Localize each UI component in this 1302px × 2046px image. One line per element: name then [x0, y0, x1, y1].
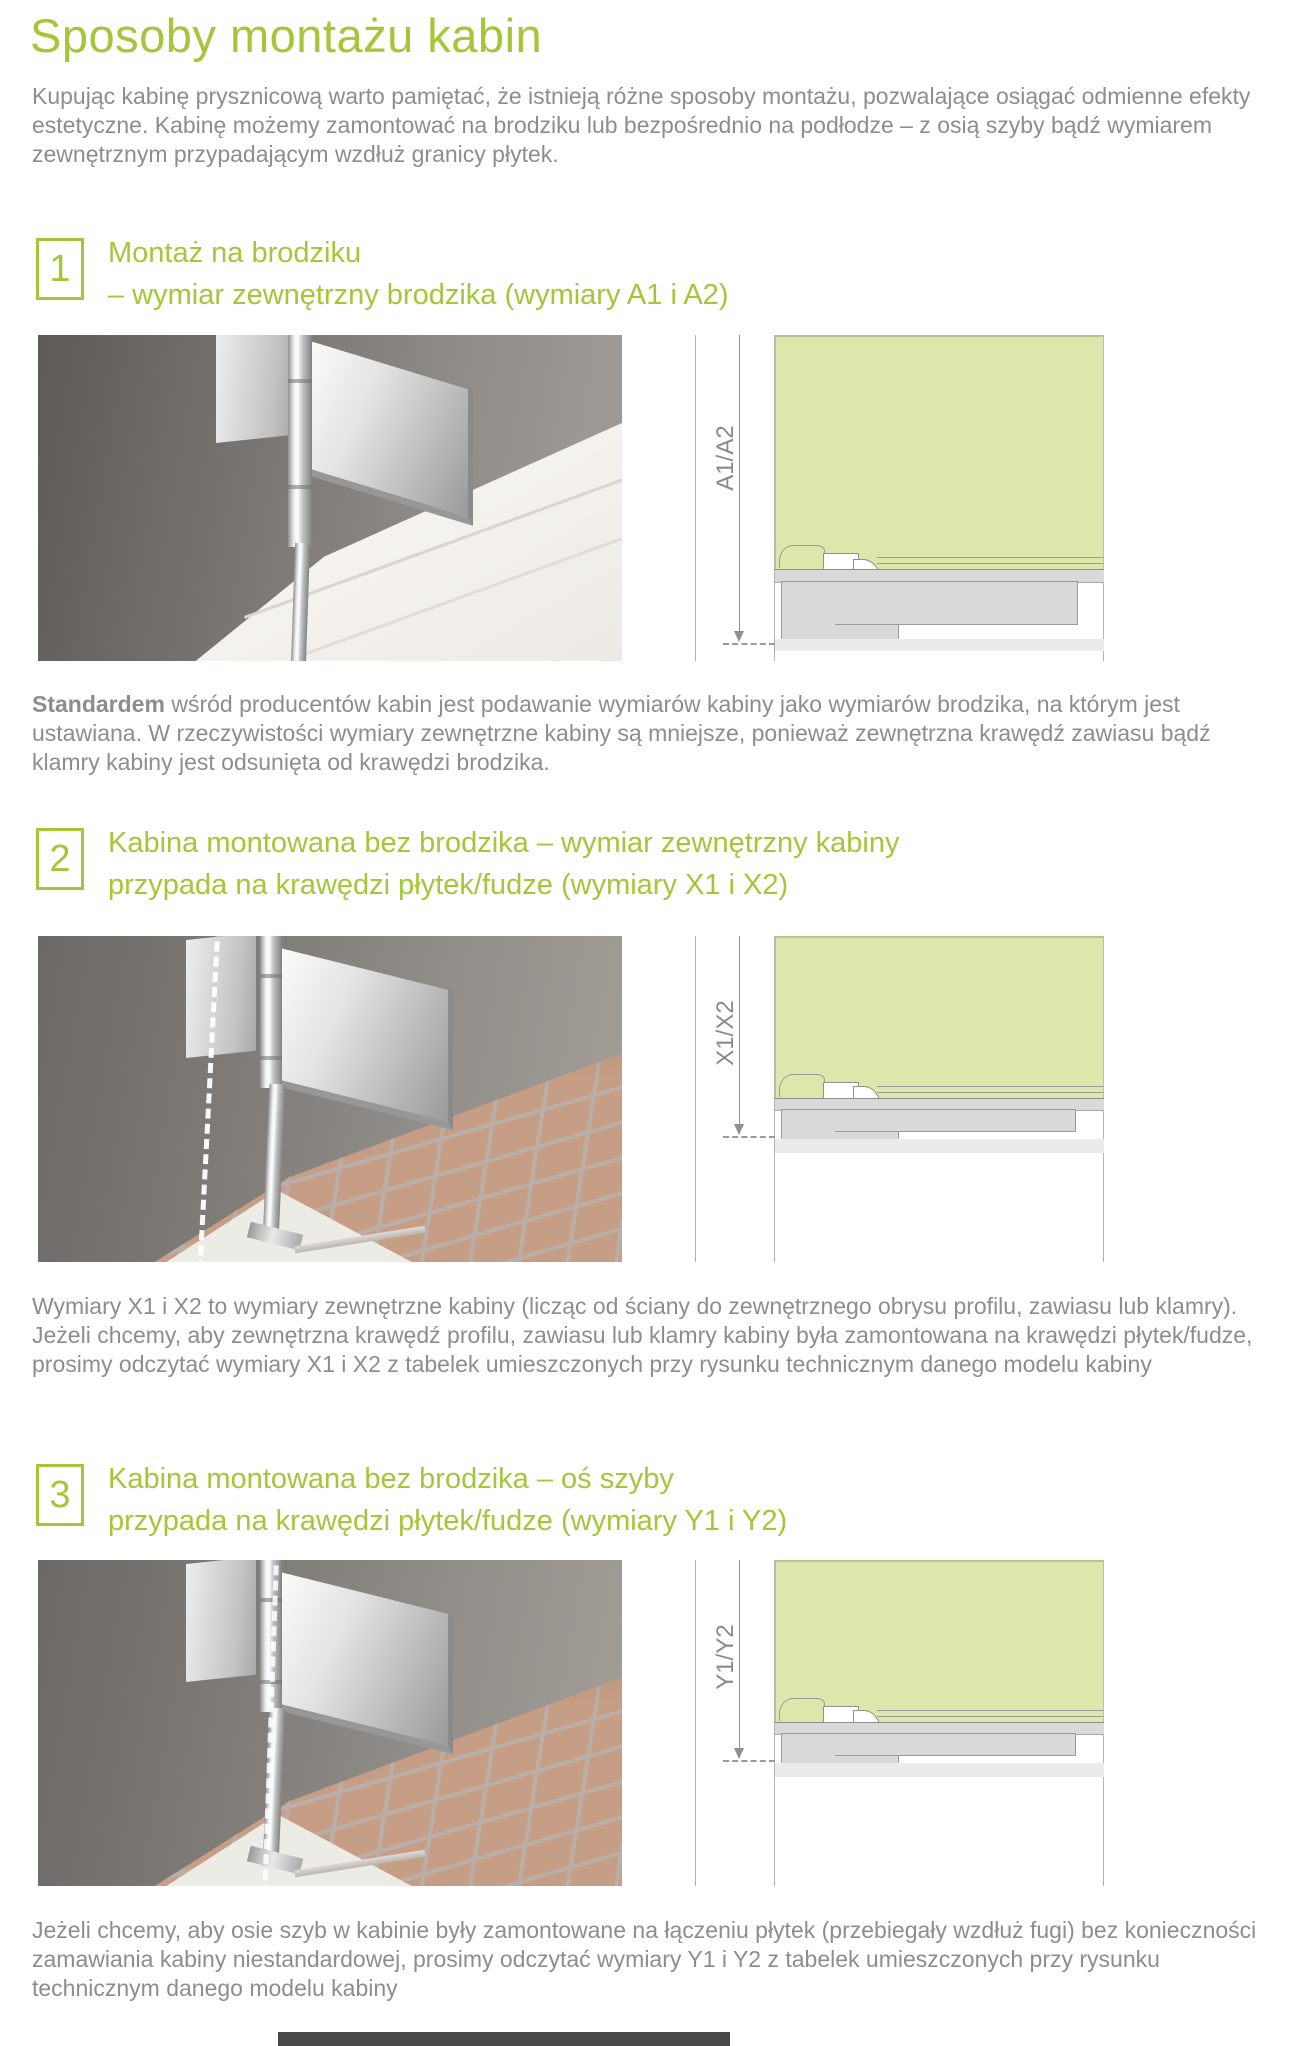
glass-seal-line: [877, 563, 1103, 564]
hinge-knuckle: [260, 1056, 282, 1060]
glass-seal-line: [877, 1716, 1103, 1717]
section-2-heading: [108, 822, 1208, 906]
paragraph-text: wśród producentów kabin jest podawanie wymiarów kabiny jako wymiarów brodzika, na którym jest ustawiana. W rzeczywistości wymiary zewnętrzne kabiny są mniejsze, ponieważ zewnętrzna krawędź zawiasu bądź klamry kabiny jest odsunięta od krawędzi brodzika.: [32, 691, 1211, 775]
section-2-paragraph: [32, 1292, 1272, 1379]
intro-paragraph: Kupując kabinę prysznicową warto pamiętać, że istnieją różne sposoby montażu, pozwalające osiągać odmienne efekty estetyczne. Kabinę możemy zamontować na brodziku lub bezpośrednio na podłodze – z osią szyby bądź wymiarem zewnętrznym przypadającym wzdłuż granicy płytek.: [32, 83, 1251, 167]
section-3-diagram-tile-cross-section: [695, 1560, 1107, 1886]
hinge-wall-plate: [186, 1560, 256, 1682]
diagram-frame-line: [695, 936, 696, 1262]
floor-shadow-band: [775, 1139, 1104, 1153]
glass-seal-line: [877, 1092, 1103, 1093]
glass-bottom-edge-line: [877, 1710, 1103, 1711]
section-3-photo-hinge-on-tiles-axis: [38, 1560, 622, 1886]
hinge-pivot-bar: [260, 936, 282, 1088]
diagram-frame-line: [695, 1560, 696, 1886]
section-3-number-box: 3: [36, 1464, 84, 1526]
screed-cross-section: [835, 1733, 1076, 1756]
section-1-diagram-tray-cross-section: [695, 335, 1107, 661]
glass-bottom-edge-line: [877, 557, 1103, 558]
section-2-heading-line1: Kabina montowana bez brodzika – wymiar zewnętrzny kabiny: [108, 827, 900, 859]
paragraph-text: Jeżeli chcemy, aby osie szyb w kabinie były zamontowane na łączeniu płytek (przebiegały wzdłuż fugi) bez konieczności zamawiania kabiny niestandardowej, prosimy odczytać wymiary Y1 i Y2 z tabelek umieszczonych przy rysunku technicznym danego modelu kabiny: [32, 1917, 1257, 2001]
hinge-knuckle: [260, 974, 282, 978]
section-1-paragraph: [32, 690, 1272, 777]
dimension-datum-dashed-line: [723, 1760, 775, 1762]
tray-body-cross-section: [835, 581, 1078, 625]
dimension-label-y1-y2: Y1/Y2: [712, 1624, 739, 1690]
section-1-heading-line1: Montaż na brodziku: [108, 237, 362, 269]
floor-shadow-band: [775, 639, 1104, 651]
wall-seal-profile-outline: [779, 545, 825, 568]
section-1-heading-line2: – wymiar zewnętrzny brodzika (wymiary A1 i A2): [108, 279, 729, 311]
hinge-knuckle: [288, 379, 312, 383]
section-3-heading-line1: Kabina montowana bez brodzika – oś szyby: [108, 1463, 674, 1495]
section-2-diagram-tile-cross-section: [695, 936, 1107, 1262]
dimension-arrow-down: [734, 1124, 744, 1135]
hinge-knuckle: [288, 485, 312, 489]
section-1-heading: [108, 232, 1208, 316]
hinge-pivot-bar: [288, 335, 312, 547]
glass-panel-green: [775, 1560, 1104, 1723]
dimension-label-x1-x2: X1/X2: [712, 1000, 739, 1066]
next-section-image-cutoff: [278, 2032, 730, 2046]
hinge-knuckle: [260, 1598, 282, 1602]
section-3-heading: [108, 1458, 1208, 1542]
glass-panel-green: [775, 936, 1104, 1099]
floor-shadow-band: [775, 1763, 1104, 1777]
section-1-photo-hinge-on-tray: [38, 335, 622, 661]
section-3-paragraph: [32, 1916, 1272, 2003]
section-3-heading-line2: przypada na krawędzi płytek/fudze (wymiary Y1 i Y2): [108, 1505, 788, 1537]
wall-seal-profile-outline: [779, 1698, 825, 1721]
paragraph-text: Wymiary X1 i X2 to wymiary zewnętrzne kabiny (licząc od ściany do zewnętrznego obrysu profilu, zawiasu lub klamry). Jeżeli chcemy, aby zewnętrzna krawędź profilu, zawiasu lub klamry kabiny była zamontowana na krawędzi płytek/fudze, prosimy odczytać wymiary X1 i X2 z tabelek umieszczonych przy rysunku technicznym danego modelu kabiny: [32, 1293, 1253, 1377]
hinge-wall-plate: [186, 936, 256, 1058]
page-title: Sposoby montażu kabin: [30, 9, 543, 62]
dimension-arrow-down: [734, 631, 744, 642]
dimension-label-a1-a2: A1/A2: [712, 425, 739, 491]
wall-seal-profile-outline: [779, 1074, 825, 1097]
glass-panel-green: [775, 335, 1104, 570]
dimension-datum-dashed-line: [723, 1136, 775, 1138]
screed-cross-section: [835, 1109, 1076, 1132]
dimension-arrow-down: [734, 1748, 744, 1759]
section-1-number-box: 1: [36, 238, 84, 300]
section-2-number-box: 2: [36, 828, 84, 890]
diagram-frame-line: [695, 335, 696, 661]
section-2-heading-line2: przypada na krawędzi płytek/fudze (wymiary X1 i X2): [108, 869, 789, 901]
dimension-datum-dashed-line: [723, 643, 775, 645]
hinge-wall-plate: [216, 335, 294, 443]
section-2-photo-hinge-on-tiles: [38, 936, 622, 1262]
paragraph-lead-bold: Standardem: [32, 691, 165, 717]
glass-bottom-edge-line: [877, 1086, 1103, 1087]
